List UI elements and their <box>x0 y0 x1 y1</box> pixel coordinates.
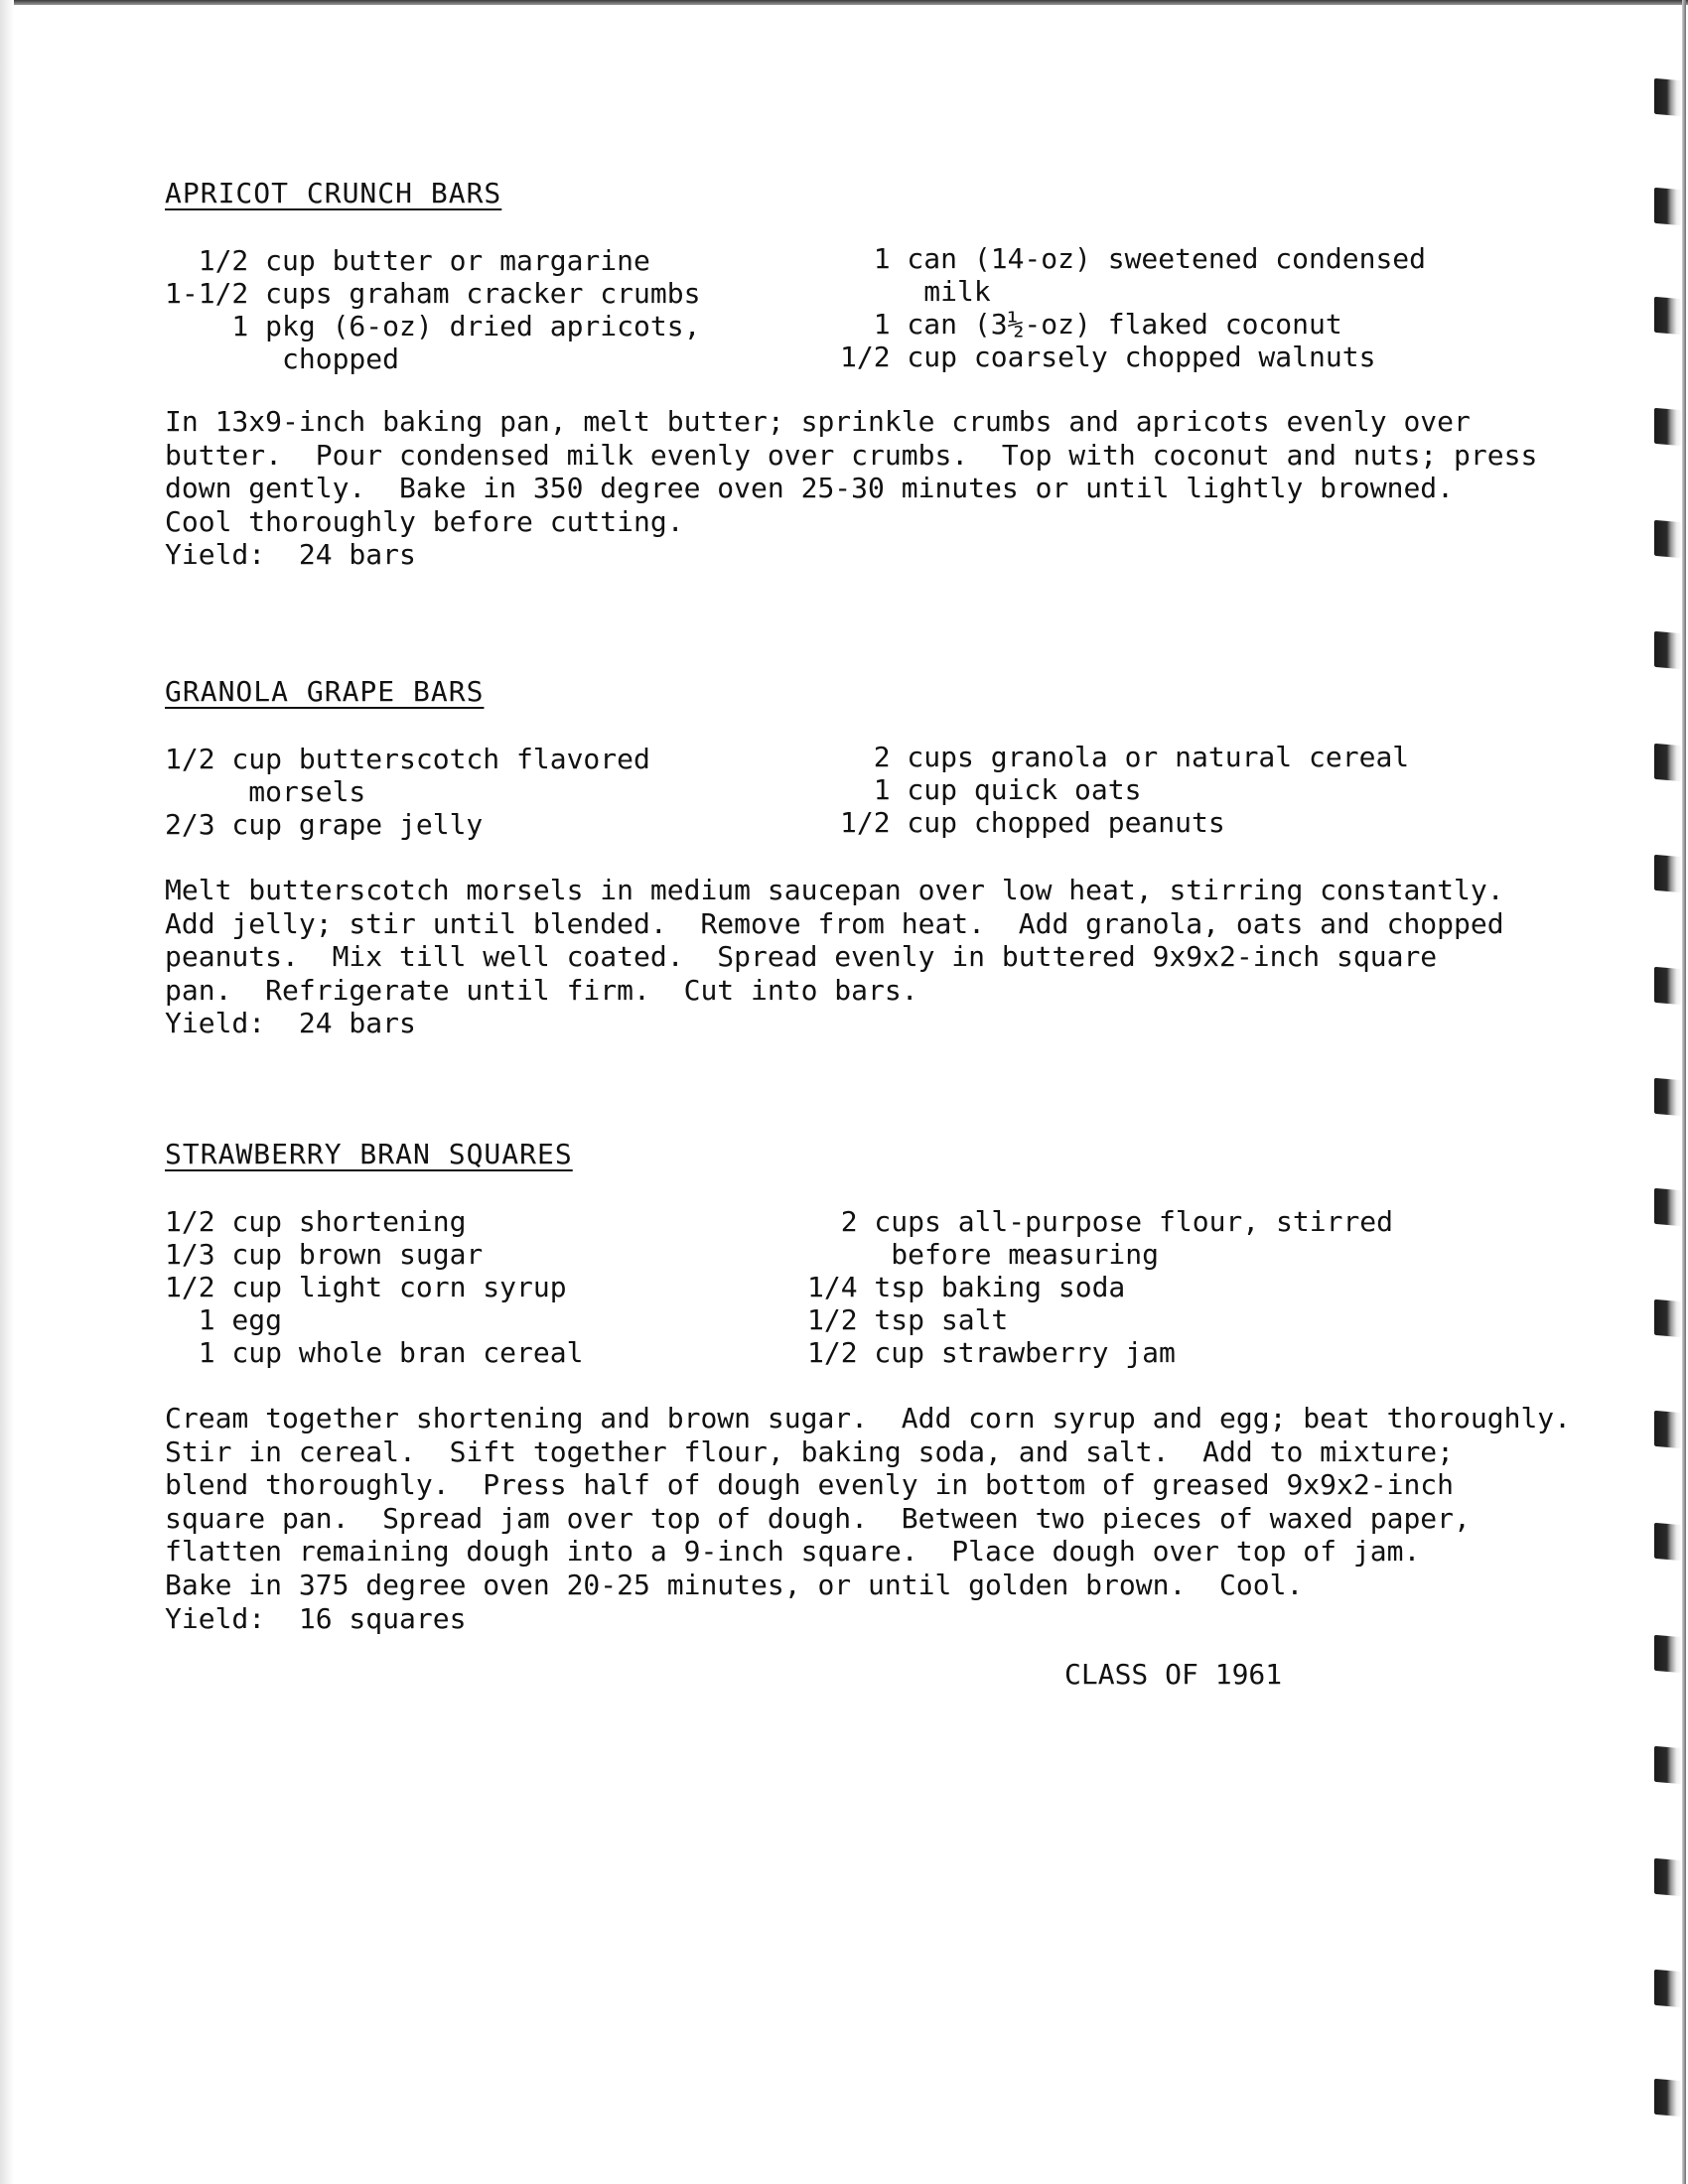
binding-ring <box>1654 1523 1682 1561</box>
binding-ring <box>1654 855 1682 892</box>
recipe-title: GRANOLA GRAPE BARS <box>165 675 485 708</box>
binding-ring <box>1654 1299 1682 1337</box>
recipe-granola-grape-bars <box>165 675 1555 1052</box>
recipe-apricot-crunch-bars <box>165 177 1555 594</box>
page-left-shadow <box>0 0 14 2184</box>
ingredients-right: 2 cups granola or natural cereal 1 cup quick oats 1/2 cup chopped peanuts <box>840 741 1410 839</box>
recipe-strawberry-bran-squares <box>165 1138 1572 1654</box>
ingredients-left: 1/2 cup shortening 1/3 cup brown sugar 1/2 cup light corn syrup 1 egg 1 cup whole bran cereal <box>165 1205 584 1369</box>
ingredients-right: 2 cups all-purpose flour, stirred before measuring 1/4 tsp baking soda 1/2 tsp salt 1/2 cup strawberry jam <box>807 1205 1394 1369</box>
binding-ring <box>1654 1746 1682 1784</box>
page-edge-shadow <box>1682 0 1686 2184</box>
binding-ring <box>1654 1078 1682 1116</box>
binding-ring <box>1654 297 1682 335</box>
recipe-directions: In 13x9-inch baking pan, melt butter; sprinkle crumbs and apricots evenly over butter. Pour condensed milk evenly over crumbs. Top with coconut and nuts; press down gently. Bake in 350 degree oven 25-30 minutes or until lightly browned. Cool thoroughly before cutting. Yield: 24 bars <box>165 405 1538 572</box>
binding-ring <box>1654 520 1682 558</box>
binding-ring <box>1654 78 1682 116</box>
ingredients-right: 1 can (14-oz) sweetened condensed milk 1 can (3½-oz) flaked coconut 1/2 cup coarsely chopped walnuts <box>840 242 1427 373</box>
binding-ring <box>1654 1411 1682 1448</box>
spiral-binding <box>1628 0 1688 2184</box>
binding-ring <box>1654 1858 1682 1896</box>
class-signature: CLASS OF 1961 <box>1064 1658 1283 1691</box>
recipe-title: APRICOT CRUNCH BARS <box>165 177 502 209</box>
binding-ring <box>1654 1635 1682 1673</box>
recipe-directions: Cream together shortening and brown sugar. Add corn syrup and egg; beat thoroughly. Stir in cereal. Sift together flour, baking soda, and salt. Add to mixture; blend thoroughly. Press half of dough evenly in bottom of greased 9x9x2-inch square pan. Spread jam over top of dough. Between two pieces of waxed paper, flatten remaining dough into a 9-inch square. Place dough over top of jam. Bake in 375 degree oven 20-25 minutes, or until golden brown. Cool. Yield: 16 squares <box>165 1402 1572 1635</box>
binding-ring <box>1654 744 1682 781</box>
binding-ring <box>1654 1970 1682 2007</box>
binding-ring <box>1654 967 1682 1005</box>
binding-ring <box>1654 408 1682 446</box>
page-top-edge <box>0 0 1688 5</box>
binding-ring <box>1654 631 1682 669</box>
recipe-title: STRAWBERRY BRAN SQUARES <box>165 1138 573 1170</box>
ingredients-left: 1/2 cup butterscotch flavored morsels 2/3 cup grape jelly <box>165 743 650 841</box>
binding-ring <box>1654 188 1682 225</box>
recipe-directions: Melt butterscotch morsels in medium saucepan over low heat, stirring constantly. Add jelly; stir until blended. Remove from heat. Add granola, oats and chopped peanuts. Mix till well coated. Spread evenly in buttered 9x9x2-inch square pan. Refrigerate until firm. Cut into bars. Yield: 24 bars <box>165 874 1504 1040</box>
binding-ring <box>1654 1188 1682 1226</box>
ingredients-left: 1/2 cup butter or margarine 1-1/2 cups graham cracker crumbs 1 pkg (6-oz) dried apricots, chopped <box>165 244 701 375</box>
binding-ring <box>1654 2079 1682 2116</box>
